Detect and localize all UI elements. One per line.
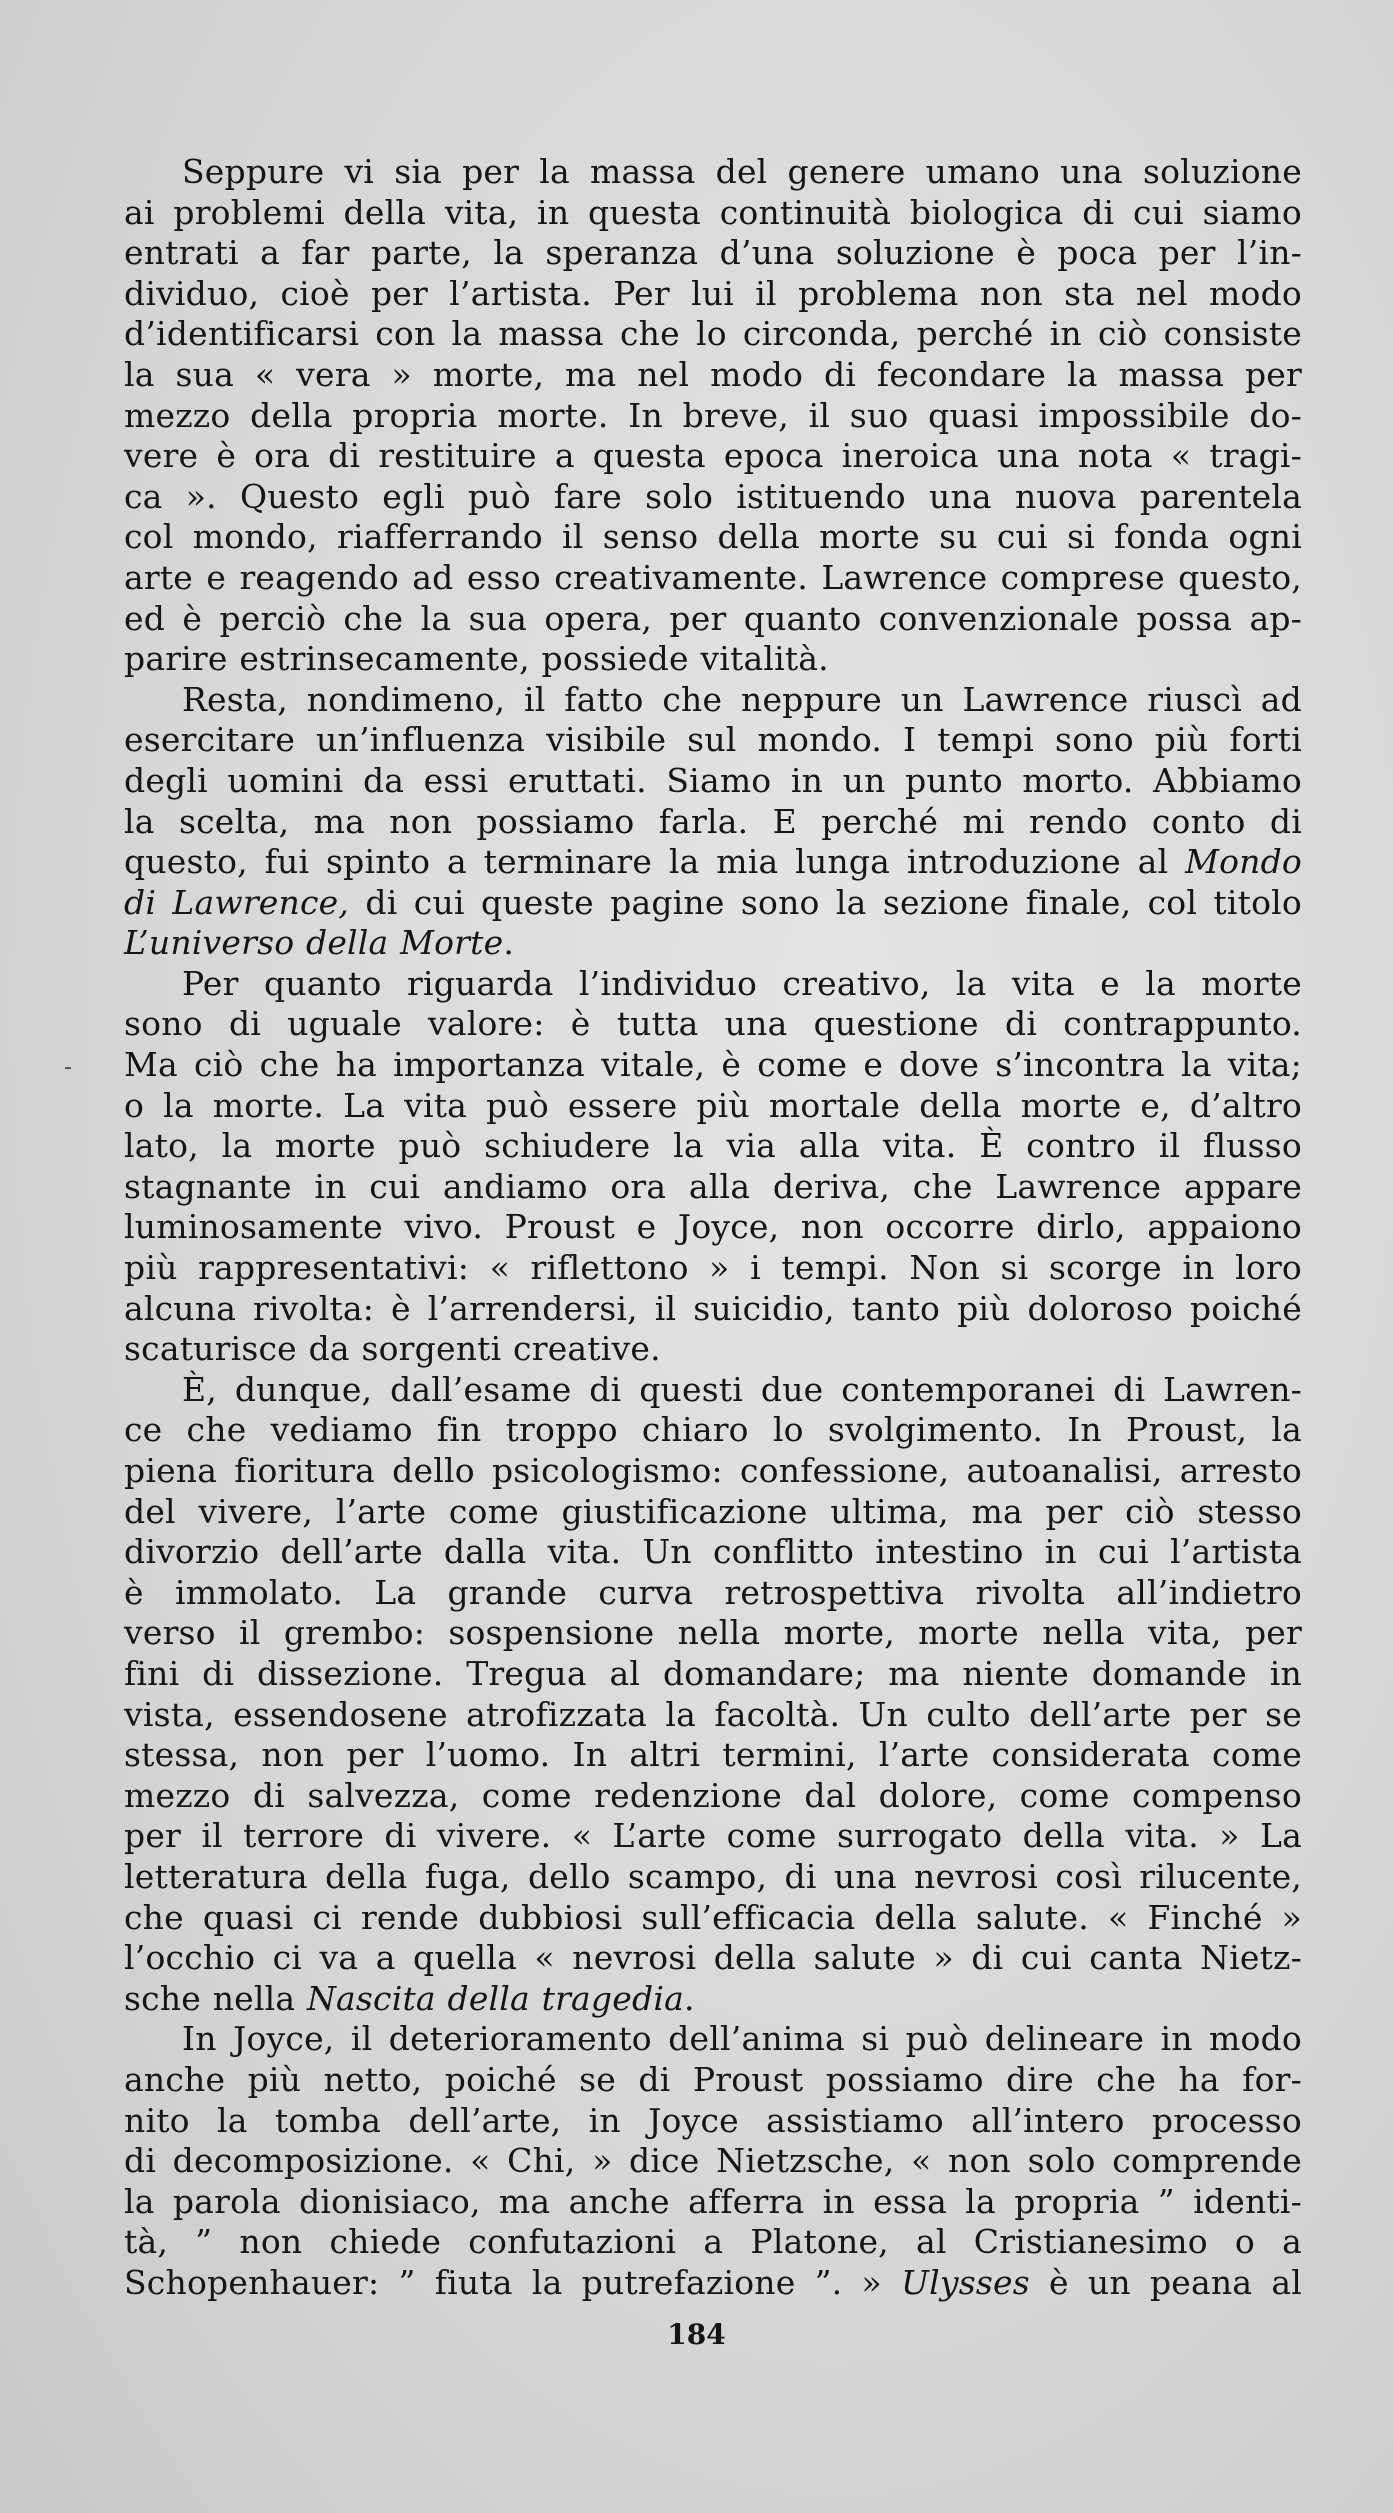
text-line: ce che vediamo fin troppo chiaro lo svolgimento. In Proust, la — [124, 1410, 1302, 1450]
paragraph-2 — [124, 680, 1302, 964]
text-line: vere è ora di restituire a questa epoca ineroica una nota « tragi- — [124, 436, 1302, 476]
text-line — [124, 923, 1302, 964]
text-line — [124, 842, 1302, 883]
text-line: In Joyce, il deterioramento dell’anima si può delineare in modo — [182, 2019, 1302, 2059]
body-text — [124, 152, 1302, 2303]
text-line: verso il grembo: sospensione nella morte, morte nella vita, per — [124, 1613, 1302, 1653]
page-number: 184 — [667, 2318, 726, 2351]
text-line: Ma ciò che ha importanza vitale, è come e dove s’incontra la vita; — [124, 1045, 1302, 1085]
text-line: esercitare un’influenza visibile sul mondo. I tempi sono più forti — [124, 720, 1302, 760]
text-line: l’occhio ci va a quella « nevrosi della salute » di cui canta Nietz- — [124, 1938, 1302, 1978]
text-line: parire estrinsecamente, possiede vitalità. — [124, 639, 829, 679]
text-line: anche più netto, poiché se di Proust possiamo dire che ha for- — [124, 2059, 1302, 2099]
text-line — [124, 883, 1302, 924]
text-line: per il terrore di vivere. « L’arte come surrogato della vita. » La — [124, 1816, 1302, 1856]
text-line: entrati a far parte, la speranza d’una soluzione è poca per l’in- — [124, 233, 1302, 273]
book-title-italic: Ulysses — [901, 2262, 1030, 2302]
text-run: Schopenhauer: ” fiuta la putrefazione ”. » — [124, 2262, 902, 2302]
paragraph-3 — [124, 964, 1302, 1370]
text-line: col mondo, riafferrando il senso della morte su cui si fonda ogni — [124, 517, 1302, 557]
paragraph-1 — [124, 152, 1302, 680]
text-line: più rappresentativi: « riflettono » i tempi. Non si scorge in loro — [124, 1248, 1302, 1288]
text-line: tà, ” non chiede confutazioni a Platone, al Cristianesimo o a — [124, 2222, 1302, 2262]
text-line — [124, 1979, 1302, 2020]
paragraph-5 — [124, 2019, 1302, 2303]
text-line: che quasi ci rende dubbiosi sull’efficacia della salute. « Finché » — [124, 1897, 1302, 1937]
text-line: scaturisce da sorgenti creative. — [124, 1329, 661, 1369]
text-line: è immolato. La grande curva retrospettiva rivolta all’indietro — [124, 1572, 1302, 1612]
text-line: alcuna rivolta: è l’arrendersi, il suicidio, tanto più doloroso poiché — [124, 1288, 1302, 1328]
text-line: stagnante in cui andiamo ora alla deriva, che Lawrence appare — [124, 1166, 1302, 1206]
text-line: arte e reagendo ad esso creativamente. Lawrence comprese questo, — [124, 557, 1302, 597]
text-line: nito la tomba dell’arte, in Joyce assistiamo all’intero processo — [124, 2100, 1302, 2140]
text-run: di cui queste pagine sono la sezione finale, col titolo — [349, 882, 1302, 922]
text-line: la sua « vera » morte, ma nel modo di fecondare la massa per — [124, 354, 1302, 394]
text-line: mezzo della propria morte. In breve, il suo quasi impossibile do- — [124, 395, 1302, 435]
text-line: ca ». Questo egli può fare solo istituendo una nuova parentela — [124, 476, 1302, 516]
text-line: È, dunque, dall’esame di questi due contemporanei di Lawren- — [182, 1369, 1302, 1409]
text-line: d’identificarsi con la massa che lo circonda, perché in ciò consiste — [124, 314, 1302, 354]
text-line: degli uomini da essi eruttati. Siamo in un punto morto. Abbiamo — [124, 760, 1302, 800]
text-line: piena fioritura dello psicologismo: confessione, autoanalisi, arresto — [124, 1451, 1302, 1490]
text-run: . — [503, 923, 515, 963]
text-line: ed è perciò che la sua opera, per quanto convenzionale possa ap- — [124, 598, 1302, 638]
text-line: sono di uguale valore: è tutta una questione di contrappunto. — [124, 1004, 1302, 1044]
text-line: di decomposizione. « Chi, » dice Nietzsche, « non solo comprende — [124, 2141, 1302, 2181]
text-line: Per quanto riguarda l’individuo creativo, la vita e la morte — [182, 963, 1302, 1003]
text-line: Seppure vi sia per la massa del genere umano una soluzione — [182, 152, 1302, 191]
text-line: la parola dionisiaco, ma anche afferra in essa la propria ” identi- — [124, 2181, 1302, 2221]
text-line: fini di dissezione. Tregua al domandare; ma niente domande in — [124, 1653, 1302, 1693]
text-run: questo, fui spinto a terminare la mia lunga introduzione al — [124, 842, 1186, 882]
text-line: del vivere, l’arte come giustificazione ultima, ma per ciò stesso — [124, 1491, 1302, 1531]
section-title-italic: L’universo della Morte — [124, 923, 504, 963]
text-line: letteratura della fuga, dello scampo, di una nevrosi così rilucente, — [124, 1856, 1302, 1896]
text-line: stessa, non per l’uomo. In altri termini, l’arte considerata come — [124, 1735, 1302, 1775]
book-title-italic: Nascita della tragedia — [306, 1978, 684, 2018]
text-run: sche nella — [124, 1978, 307, 2018]
text-line: Resta, nondimeno, il fatto che neppure un Lawrence riuscì ad — [182, 679, 1302, 719]
text-line: lato, la morte può schiudere la via alla vita. È contro il flusso — [124, 1126, 1302, 1166]
text-line: dividuo, cioè per l’artista. Per lui il problema non sta nel modo — [124, 273, 1302, 313]
book-title-italic: di Lawrence, — [124, 882, 350, 922]
text-line: o la morte. La vita può essere più mortale della morte e, d’altro — [124, 1085, 1302, 1125]
paragraph-4 — [124, 1370, 1302, 2020]
margin-mark: - — [64, 1055, 72, 1080]
text-run: . — [683, 1978, 695, 2018]
text-run: è un peana al — [1029, 2262, 1303, 2302]
text-line: mezzo di salvezza, come redenzione dal dolore, come compenso — [124, 1775, 1302, 1815]
text-line: luminosamente vivo. Proust e Joyce, non occorre dirlo, appaiono — [124, 1207, 1302, 1247]
text-line: la scelta, ma non possiamo farla. E perché mi rendo conto di — [124, 801, 1302, 841]
text-line — [124, 2263, 1302, 2304]
book-title-italic: Mondo — [1185, 842, 1302, 882]
text-line: ai problemi della vita, in questa continuità biologica di cui siamo — [124, 192, 1302, 232]
text-line: divorzio dell’arte dalla vita. Un conflitto intestino in cui l’artista — [124, 1532, 1302, 1572]
text-line: vista, essendosene atrofizzata la facoltà. Un culto dell’arte per se — [124, 1694, 1302, 1734]
